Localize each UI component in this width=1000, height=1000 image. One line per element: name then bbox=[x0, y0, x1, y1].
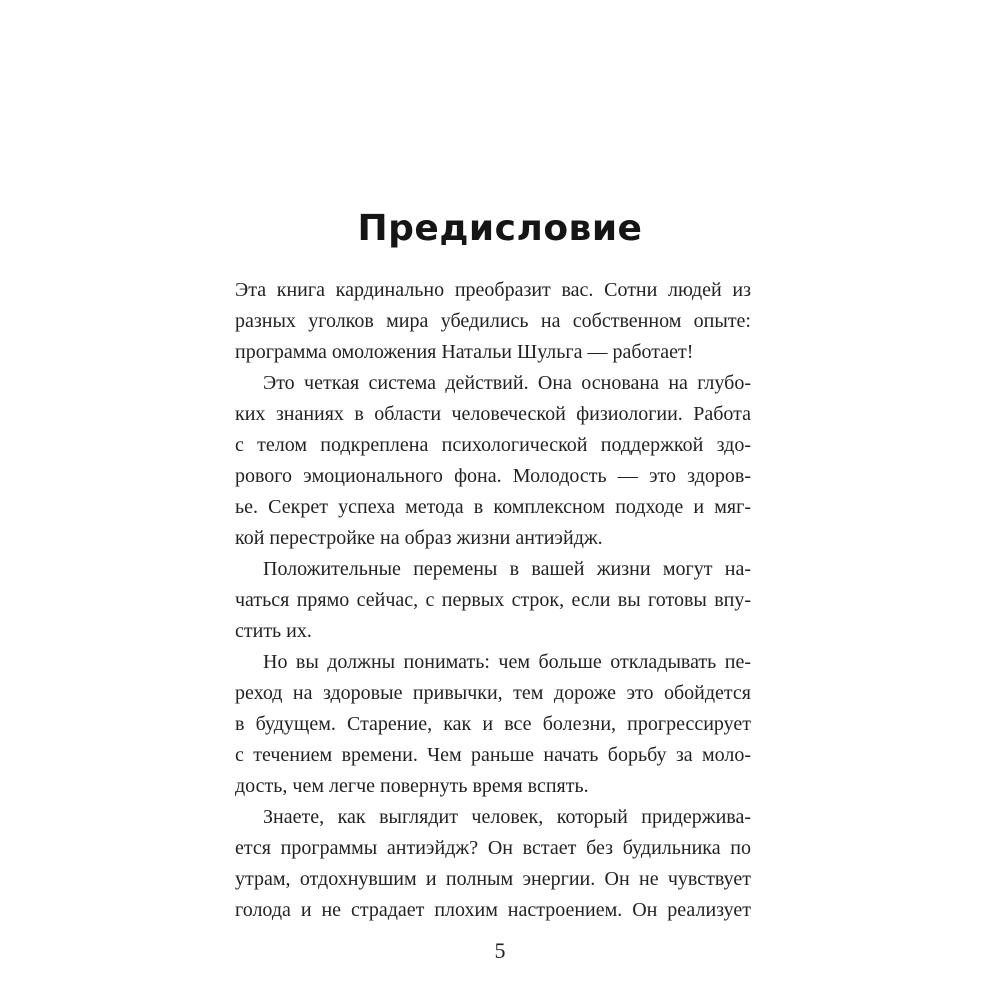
text-line: ких знаниях в области человеческой физиологии. Работа bbox=[235, 403, 751, 425]
chapter-title: Предисловие bbox=[357, 208, 643, 249]
text-line: рового эмоционального фона. Молодость — это здоров- bbox=[235, 465, 751, 487]
text-line: утрам, отдохнувшим и полным энергии. Он не чувствует bbox=[235, 868, 751, 890]
text-line: ется программы антиэйдж? Он встает без будильника по bbox=[235, 837, 751, 859]
body-text bbox=[235, 275, 751, 926]
text-line: Положительные перемены в вашей жизни могут на- bbox=[263, 558, 751, 580]
text-line: стить их. bbox=[235, 620, 312, 642]
text-line: программа омоложения Натальи Шульга — работает! bbox=[235, 341, 694, 363]
text-line: Это четкая система действий. Она основана на глубо- bbox=[263, 372, 751, 394]
text-line: чаться прямо сейчас, с первых строк, если вы готовы впу- bbox=[235, 589, 751, 611]
page-number: 5 bbox=[494, 938, 506, 963]
text-line: кой перестройке на образ жизни антиэйдж. bbox=[235, 527, 603, 549]
text-line: с телом подкреплена психологической поддержкой здо- bbox=[235, 434, 751, 456]
text-line: с течением времени. Чем раньше начать борьбу за моло- bbox=[235, 744, 751, 766]
text-line: Эта книга кардинально преобразит вас. Сотни людей из bbox=[235, 279, 751, 301]
text-line: в будущем. Старение, как и все болезни, прогрессирует bbox=[235, 713, 751, 735]
text-line: Знаете, как выглядит человек, который придержива- bbox=[263, 806, 751, 828]
text-line: Но вы должны понимать: чем больше откладывать пе- bbox=[263, 651, 751, 673]
text-line: голода и не страдает плохим настроением. Он реализует bbox=[235, 899, 751, 921]
text-line: реход на здоровые привычки, тем дороже это обойдется bbox=[235, 682, 751, 704]
text-line: дость, чем легче повернуть время вспять. bbox=[235, 775, 589, 797]
text-line: ье. Секрет успеха метода в комплексном подходе и мяг- bbox=[235, 496, 751, 518]
text-line: разных уголков мира убедились на собственном опыте: bbox=[235, 310, 751, 332]
